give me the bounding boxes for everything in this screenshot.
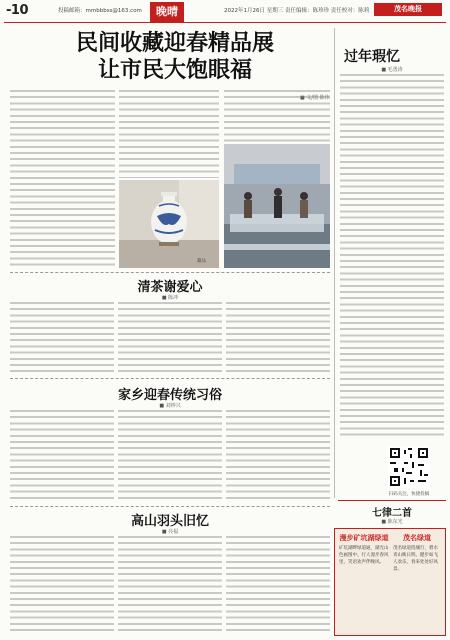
qingcha-title: 清茶谢爱心 [137,280,203,295]
newspaper-logo: 茂名晚报 [374,3,442,16]
gaoshan-text-col3 [226,536,330,634]
header-divider [4,22,446,23]
jiaxiang-text-col2 [118,410,222,502]
qingcha-text-col1 [10,302,114,374]
jiaxiang-text-col1 [10,410,114,502]
qingcha-byline: ■ 陈冲 [161,295,179,301]
divider-2 [10,378,330,379]
main-article-text-col1 [10,90,115,270]
poem-byline: ■ 毛勇涛 [381,67,403,73]
left-poem-title: 漫步矿坑湖绿道 [339,533,389,542]
exhibition-image [224,144,330,268]
photo-caption: 藏品 [197,259,206,264]
column-separator [334,28,335,498]
gaoshan-text-col1 [10,536,114,634]
poem-text [340,74,444,440]
gaoshan-text-col2 [118,536,222,634]
column-divider [338,500,446,501]
divider-1 [10,272,330,273]
jiaxiang-text-col3 [226,410,330,502]
qingcha-text-col3 [226,302,330,374]
poem-box [334,528,446,636]
page-number-value: 10 [10,3,28,18]
qr-caption: 扫码关注，快捷投稿 [388,492,430,497]
submission-email: 投稿邮箱：mmbbbss@163.com [58,8,142,14]
main-article-text-col3 [224,90,330,142]
page-number: -10 [6,3,28,18]
main-article-text-col2 [119,90,219,178]
section-title: 晚晴 [150,2,184,22]
main-article-title [40,30,310,84]
divider-3 [10,506,330,507]
qr-code-icon [388,446,430,488]
right-poem-title: 茂名绿道 [403,533,431,542]
photo-exhibition-hall [224,144,330,268]
left-poem-text: 矿坑湖畔绿道通，湖光山色画图中。行人漫步春风里，笑语欢声伴晚风。 [339,546,389,565]
column-byline: ■ 陈东光 [381,519,403,525]
date-line: 2022年1月26日 星期三 责任编辑：陈珍珍 责任校对：陈莉 [224,8,370,14]
poem-title: 过年瑕忆 [344,49,400,65]
jiaxiang-title: 家乡迎春传统习俗 [117,388,222,403]
right-poem-text: 茂名绿道绕城行，碧水青山映日明。健步如飞人欢乐，春来处处好风景。 [393,546,438,572]
vase-image [119,180,219,268]
gaoshan-title: 高山羽头旧忆 [130,514,209,529]
main-article-byline: ■ 文/图 陈伟 [300,95,330,101]
qr-code[interactable] [388,446,430,488]
column-title: 七律二首 [372,508,412,519]
main-title-line2: 让市民大饱眼福 [97,57,252,83]
gaoshan-byline: ■ 亮福 [161,529,179,535]
main-title-line1: 民间收藏迎春精品展 [75,30,274,56]
photo-porcelain-vase [119,180,219,268]
jiaxiang-byline: ■ 刘钟兴 [159,403,181,409]
qingcha-text-col2 [118,302,222,374]
